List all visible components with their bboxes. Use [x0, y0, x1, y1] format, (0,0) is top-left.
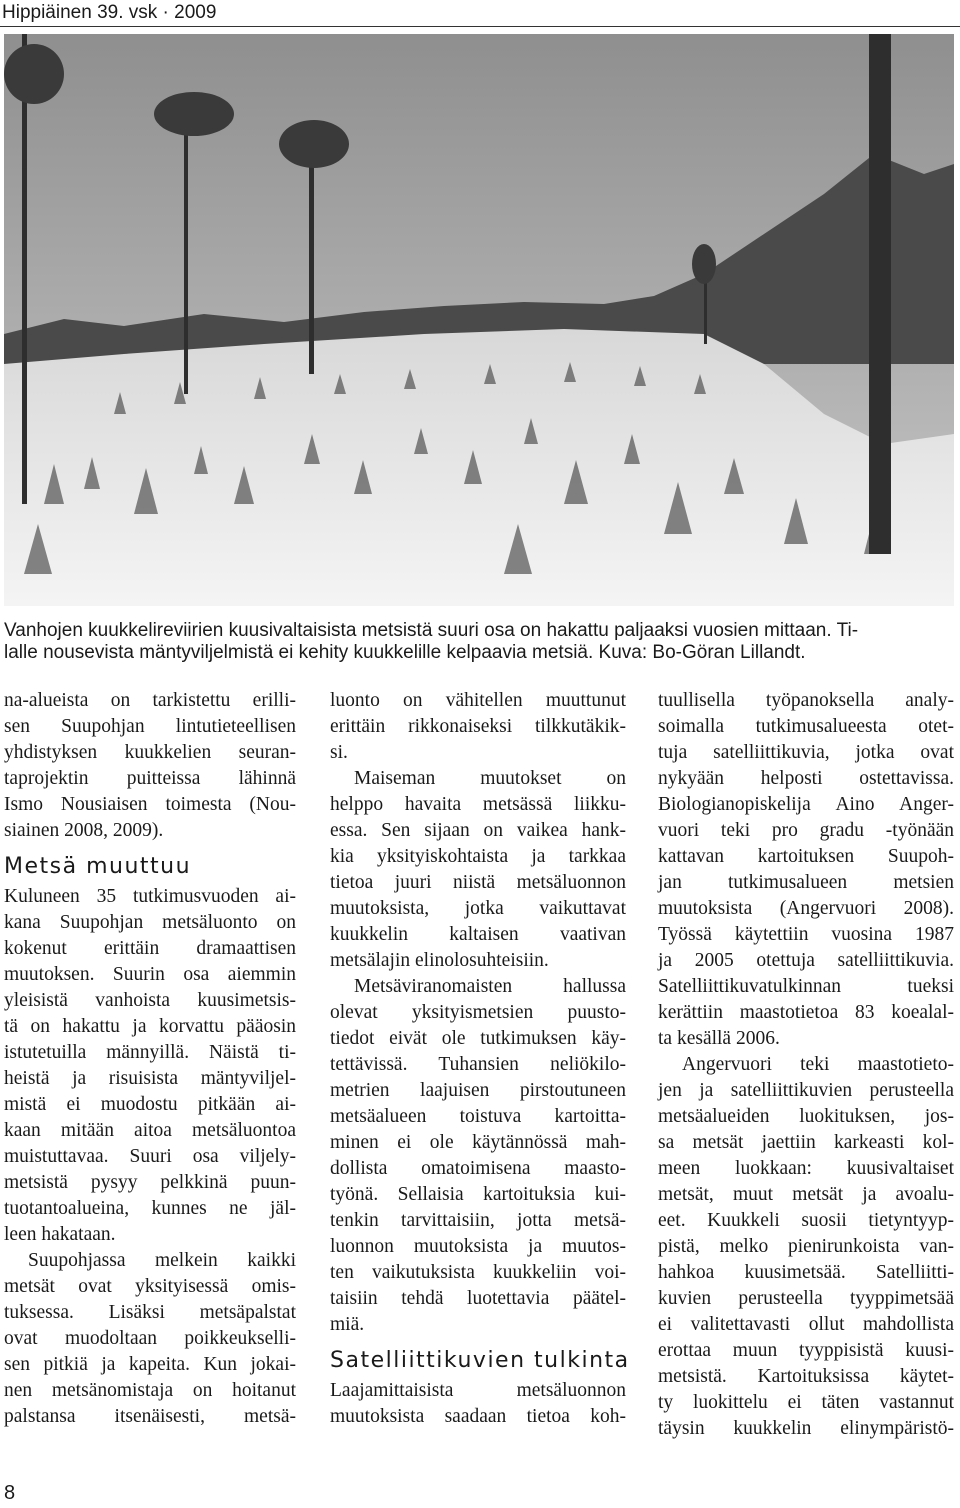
body-line: Työssä käytettiin vuosina 1987	[658, 924, 954, 945]
body-line: meen luokkaan: kuusivaltaiset	[658, 1158, 954, 1179]
body-line: hahkoa kuusimetsää. Satelliitti-	[658, 1262, 954, 1283]
body-line: tietoa juuri niistä metsäluonnon	[330, 872, 626, 893]
body-line: pistä, melko pienirunkoista van-	[658, 1236, 954, 1257]
body-line: muutoksen. Suurin osa aiemmin	[4, 964, 296, 985]
body-line: ta kesällä 2006.	[658, 1028, 780, 1049]
body-line: kerättiin maastotietoa 83 koealal-	[658, 1002, 954, 1023]
body-line: Satelliittikuvatulkinnan tueksi	[658, 976, 954, 997]
body-line: työnä. Sellaisia kartoituksia kui-	[330, 1184, 626, 1205]
body-line: na-alueista on tarkistettu erilli-	[4, 690, 296, 711]
body-line: tä on hakattu ja korvattu pääosin	[4, 1016, 296, 1037]
body-line: jen ja satelliittikuvien perusteella	[658, 1080, 954, 1101]
photo-caption	[4, 620, 954, 664]
body-line: muutoksista, jotka vaikuttavat	[330, 898, 626, 919]
body-line: ei valitettavasti ollut mahdollista	[658, 1314, 954, 1335]
body-line: Suupohjassa melkein kaikki	[28, 1250, 296, 1271]
text-column-2	[330, 688, 630, 1430]
body-line: Angervuori teki maastotieto-	[682, 1054, 954, 1075]
snowy-clearcut-forest-photo	[4, 34, 954, 606]
body-line: muistuttavaa. Suuri osa viljely-	[4, 1146, 296, 1167]
body-line: ja 2005 otettuja satelliittikuvia.	[658, 950, 954, 971]
body-line: Ismo Nousiaisen toimesta (Nou-	[4, 794, 296, 815]
body-line: metsäalueen toistuva kartoitta-	[330, 1106, 626, 1127]
body-line: soimalla tutkimusalueesta otet-	[658, 716, 954, 737]
body-line: Biologianopiskelija Aino Anger-	[658, 794, 954, 815]
caption-line: Vanhojen kuukkelireviirien kuusivaltaisista metsistä suuri osa on hakattu paljaaksi vuosien mittaan. Ti-	[4, 620, 859, 641]
body-line: yleisistä vanhoista kuusimetsis-	[4, 990, 296, 1011]
body-line: taisiin tehdä luotettavia päätel-	[330, 1288, 626, 1309]
body-line: metsistä. Kartoituksissa käytet-	[658, 1366, 954, 1387]
body-line: Kuluneen 35 tutkimusvuoden ai-	[4, 886, 296, 907]
body-line: luonnon muutoksista ja muutos-	[330, 1236, 626, 1257]
body-line: tuotantoalueina, kunnes ne jäl-	[4, 1198, 296, 1219]
body-line: nykyään helposti ostettavissa.	[658, 768, 954, 789]
body-line: jan tutkimusalueen metsien	[658, 872, 954, 893]
body-line: eet. Kuukkeli suosii tietyntyyp-	[658, 1210, 954, 1231]
body-line: tuja satelliittikuvia, jotka ovat	[658, 742, 954, 763]
body-line: palstansa itsenäisesti, metsä-	[4, 1406, 296, 1427]
body-line: Maiseman muutokset on	[354, 768, 626, 789]
section-heading: Metsä muuttuu	[4, 854, 192, 879]
text-column-1	[4, 688, 296, 1430]
body-line: sen Suupohjan lintutieteellisen	[4, 716, 296, 737]
body-line: mistä ei muodostu pitkään ai-	[4, 1094, 296, 1115]
body-line: yhdistyksen kuukkelien seuran-	[4, 742, 296, 763]
body-line: metsistä pysyy pelkkinä puun-	[4, 1172, 296, 1193]
text-column-3	[658, 688, 954, 1442]
body-line: kia yksityiskohtaista ja tarkkaa	[330, 846, 626, 867]
body-line: erittäin rikkonaiseksi tilkkutäkik-	[330, 716, 626, 737]
body-line: metrien laajuisen pirstoutuneen	[330, 1080, 626, 1101]
body-line: sa metsät jaettiin karkeasti kol-	[658, 1132, 954, 1153]
body-line: ty luokittelu ei täten vastannut	[658, 1392, 954, 1413]
running-header: Hippiäinen 39. vsk · 2009	[2, 2, 217, 23]
body-line: Metsäviranomaisten hallussa	[354, 976, 626, 997]
body-line: metsät ovat yksityisessä omis-	[4, 1276, 296, 1297]
body-line: nen metsänomistaja on hoitanut	[4, 1380, 296, 1401]
body-line: olevat yksityismetsien puusto-	[330, 1002, 626, 1023]
body-line: metsät, muut metsät ja avoalu-	[658, 1184, 954, 1205]
body-line: kuvien perusteella tyyppimetsää	[658, 1288, 954, 1309]
section-heading: Satelliittikuvien tulkinta	[330, 1348, 630, 1373]
body-line: minen ei ole käytännössä mah-	[330, 1132, 626, 1153]
body-line: si.	[330, 742, 348, 763]
body-line: metsäalueiden luokituksen, jos-	[658, 1106, 954, 1127]
body-line: miä.	[330, 1314, 365, 1335]
body-line: vuori teki pro gradu -työnään	[658, 820, 954, 841]
body-line: erottaa muun tyyppisistä kuusi-	[658, 1340, 954, 1361]
body-line: kana Suupohjan metsäluonto on	[4, 912, 296, 933]
page-number: 8	[4, 1482, 16, 1504]
body-line: tuksessa. Lisäksi metsäpalstat	[4, 1302, 296, 1323]
body-line: siainen 2008, 2009).	[4, 820, 164, 841]
body-line: luonto on vähitellen muuttunut	[330, 690, 626, 711]
body-line: ovat muodoltaan poikkeukselli-	[4, 1328, 296, 1349]
body-line: tiedot eivät ole tutkimuksen käy-	[330, 1028, 626, 1049]
body-line: täysin kuukkelin elinympäristö-	[658, 1418, 954, 1439]
body-line: ten vaikutuksista kuukkeliin voi-	[330, 1262, 626, 1283]
body-line: istutetuilla männyillä. Näistä ti-	[4, 1042, 296, 1063]
body-line: sen pitkiä ja kapeita. Kun jokai-	[4, 1354, 296, 1375]
body-line: kaan mitään aitoa metsäluontoa	[4, 1120, 296, 1141]
body-line: Laajamittaisista metsäluonnon	[330, 1380, 626, 1401]
body-line: leen hakataan.	[4, 1224, 116, 1245]
body-line: dollista omatoimisena maasto-	[330, 1158, 626, 1179]
body-line: tuullisella työpanoksella analy-	[658, 690, 954, 711]
body-line: essa. Sen sijaan on vaikea hank-	[330, 820, 626, 841]
body-line: heistä ja risuisista mäntyviljel-	[4, 1068, 296, 1089]
body-line: kattavan kartoituksen Suupoh-	[658, 846, 954, 867]
body-line: muutoksista saadaan tietoa koh-	[330, 1406, 626, 1427]
header-rule	[0, 26, 960, 27]
body-line: kokenut erittäin dramaattisen	[4, 938, 296, 959]
body-line: tenkin tarvittaisiin, jotta metsä-	[330, 1210, 626, 1231]
caption-line: lalle nousevista mäntyviljelmistä ei kehity kuukkelille kelpaavia metsiä. Kuva: Bo-Göran Lillandt.	[4, 642, 806, 663]
body-line: kuukkelin kaltaisen vaativan	[330, 924, 626, 945]
body-line: taprojektin puitteissa lähinnä	[4, 768, 296, 789]
body-line: tettävissä. Tuhansien neliökilo-	[330, 1054, 626, 1075]
body-line: helppo havaita metsässä liikku-	[330, 794, 626, 815]
body-line: muutoksista (Angervuori 2008).	[658, 898, 954, 919]
body-line: metsälajin elinolosuhteisiin.	[330, 950, 549, 971]
